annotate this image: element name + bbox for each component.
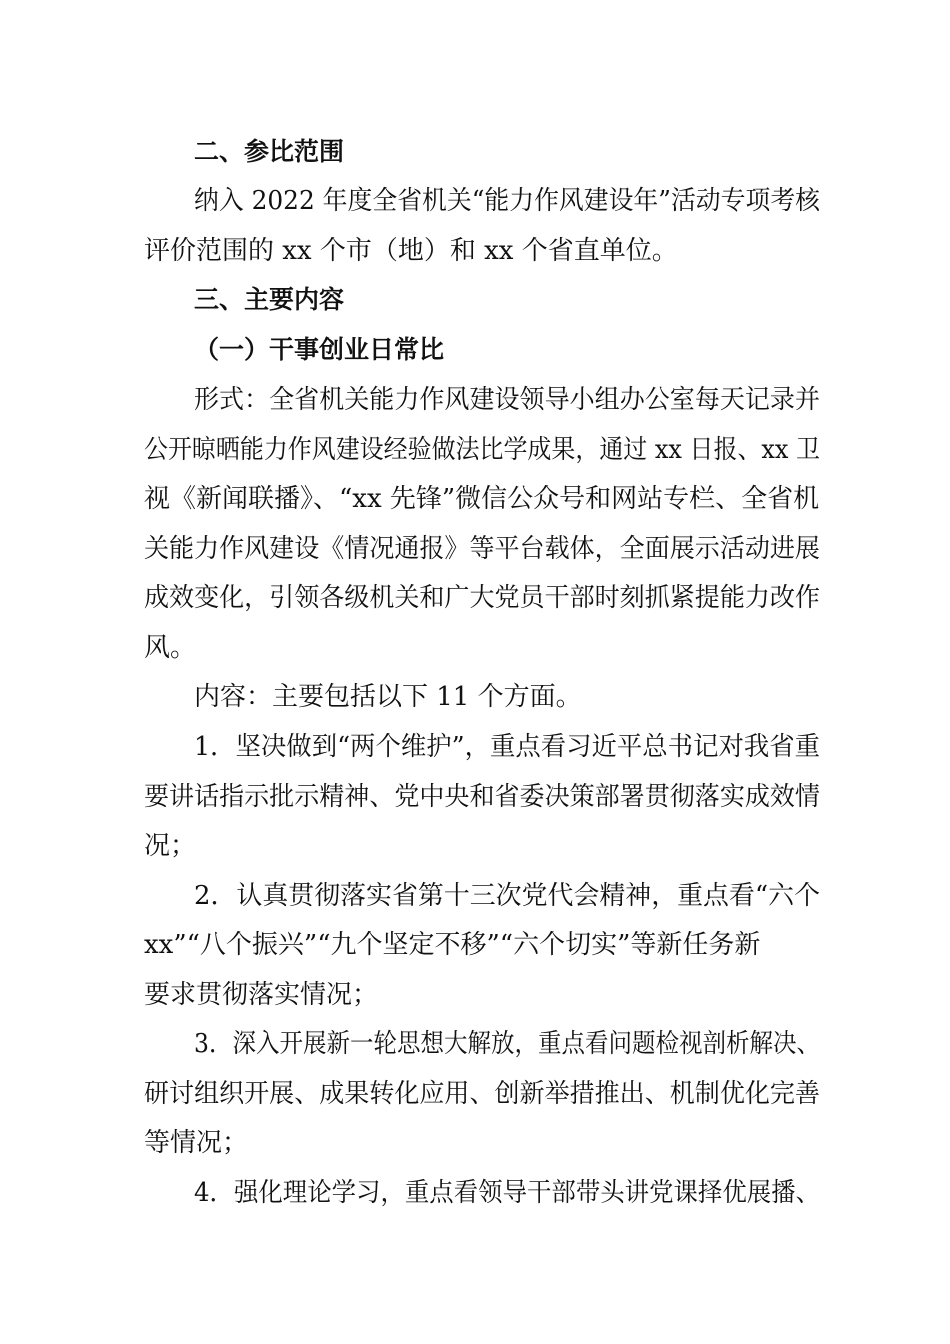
paragraph-line: 纳入 2022 年度全省机关“能力作风建设年”活动专项考核 (194, 186, 821, 216)
list-item-line: 1．坚决做到“两个维护”，重点看习近平总书记对我省重 (194, 732, 821, 762)
list-item-line: 3．深入开展新一轮思想大解放，重点看问题检视剖析解决、 (194, 1029, 820, 1059)
paragraph-line: 形式：全省机关能力作风建设领导小组办公室每天记录并 (194, 385, 821, 415)
subsection-heading: （一）干事创业日常比 (194, 335, 445, 364)
list-item-line: 要求贯彻落实情况； (144, 980, 379, 1010)
paragraph-line: 公开晾晒能力作风建设经验做法比学成果，通过 xx 日报、xx 卫 (144, 435, 821, 465)
section-heading-content: 三、主要内容 (194, 285, 345, 314)
paragraph-line: 视《新闻联播》、“xx 先锋”微信公众号和网站专栏、全省机 (144, 484, 820, 514)
list-item-line: 研讨组织开展、成果转化应用、创新举措推出、机制优化完善 (144, 1079, 820, 1109)
paragraph-line: 成效变化，引领各级机关和广大党员干部时刻抓紧提能力改作 (144, 583, 820, 613)
list-item-line: 等情况； (144, 1128, 249, 1158)
list-item-line: 况； (144, 831, 197, 861)
list-item-line: 4．强化理论学习，重点看领导干部带头讲党课择优展播、 (194, 1178, 821, 1208)
paragraph-line: 风。 (144, 633, 197, 663)
paragraph-line: 关能力作风建设《情况通报》等平台载体，全面展示活动进展 (144, 534, 820, 564)
section-heading-scope: 二、参比范围 (194, 137, 345, 166)
list-item-line: xx”“八个振兴”“九个坚定不移”“六个切实”等新任务新 (144, 930, 761, 960)
list-item-line: 2．认真贯彻落实省第十三次党代会精神，重点看“六个 (194, 881, 821, 911)
paragraph-line: 内容：主要包括以下 11 个方面。 (194, 682, 582, 712)
list-item-line: 要讲话指示批示精神、党中央和省委决策部署贯彻落实成效情 (144, 782, 820, 812)
paragraph-line: 评价范围的 xx 个市（地）和 xx 个省直单位。 (144, 236, 678, 266)
